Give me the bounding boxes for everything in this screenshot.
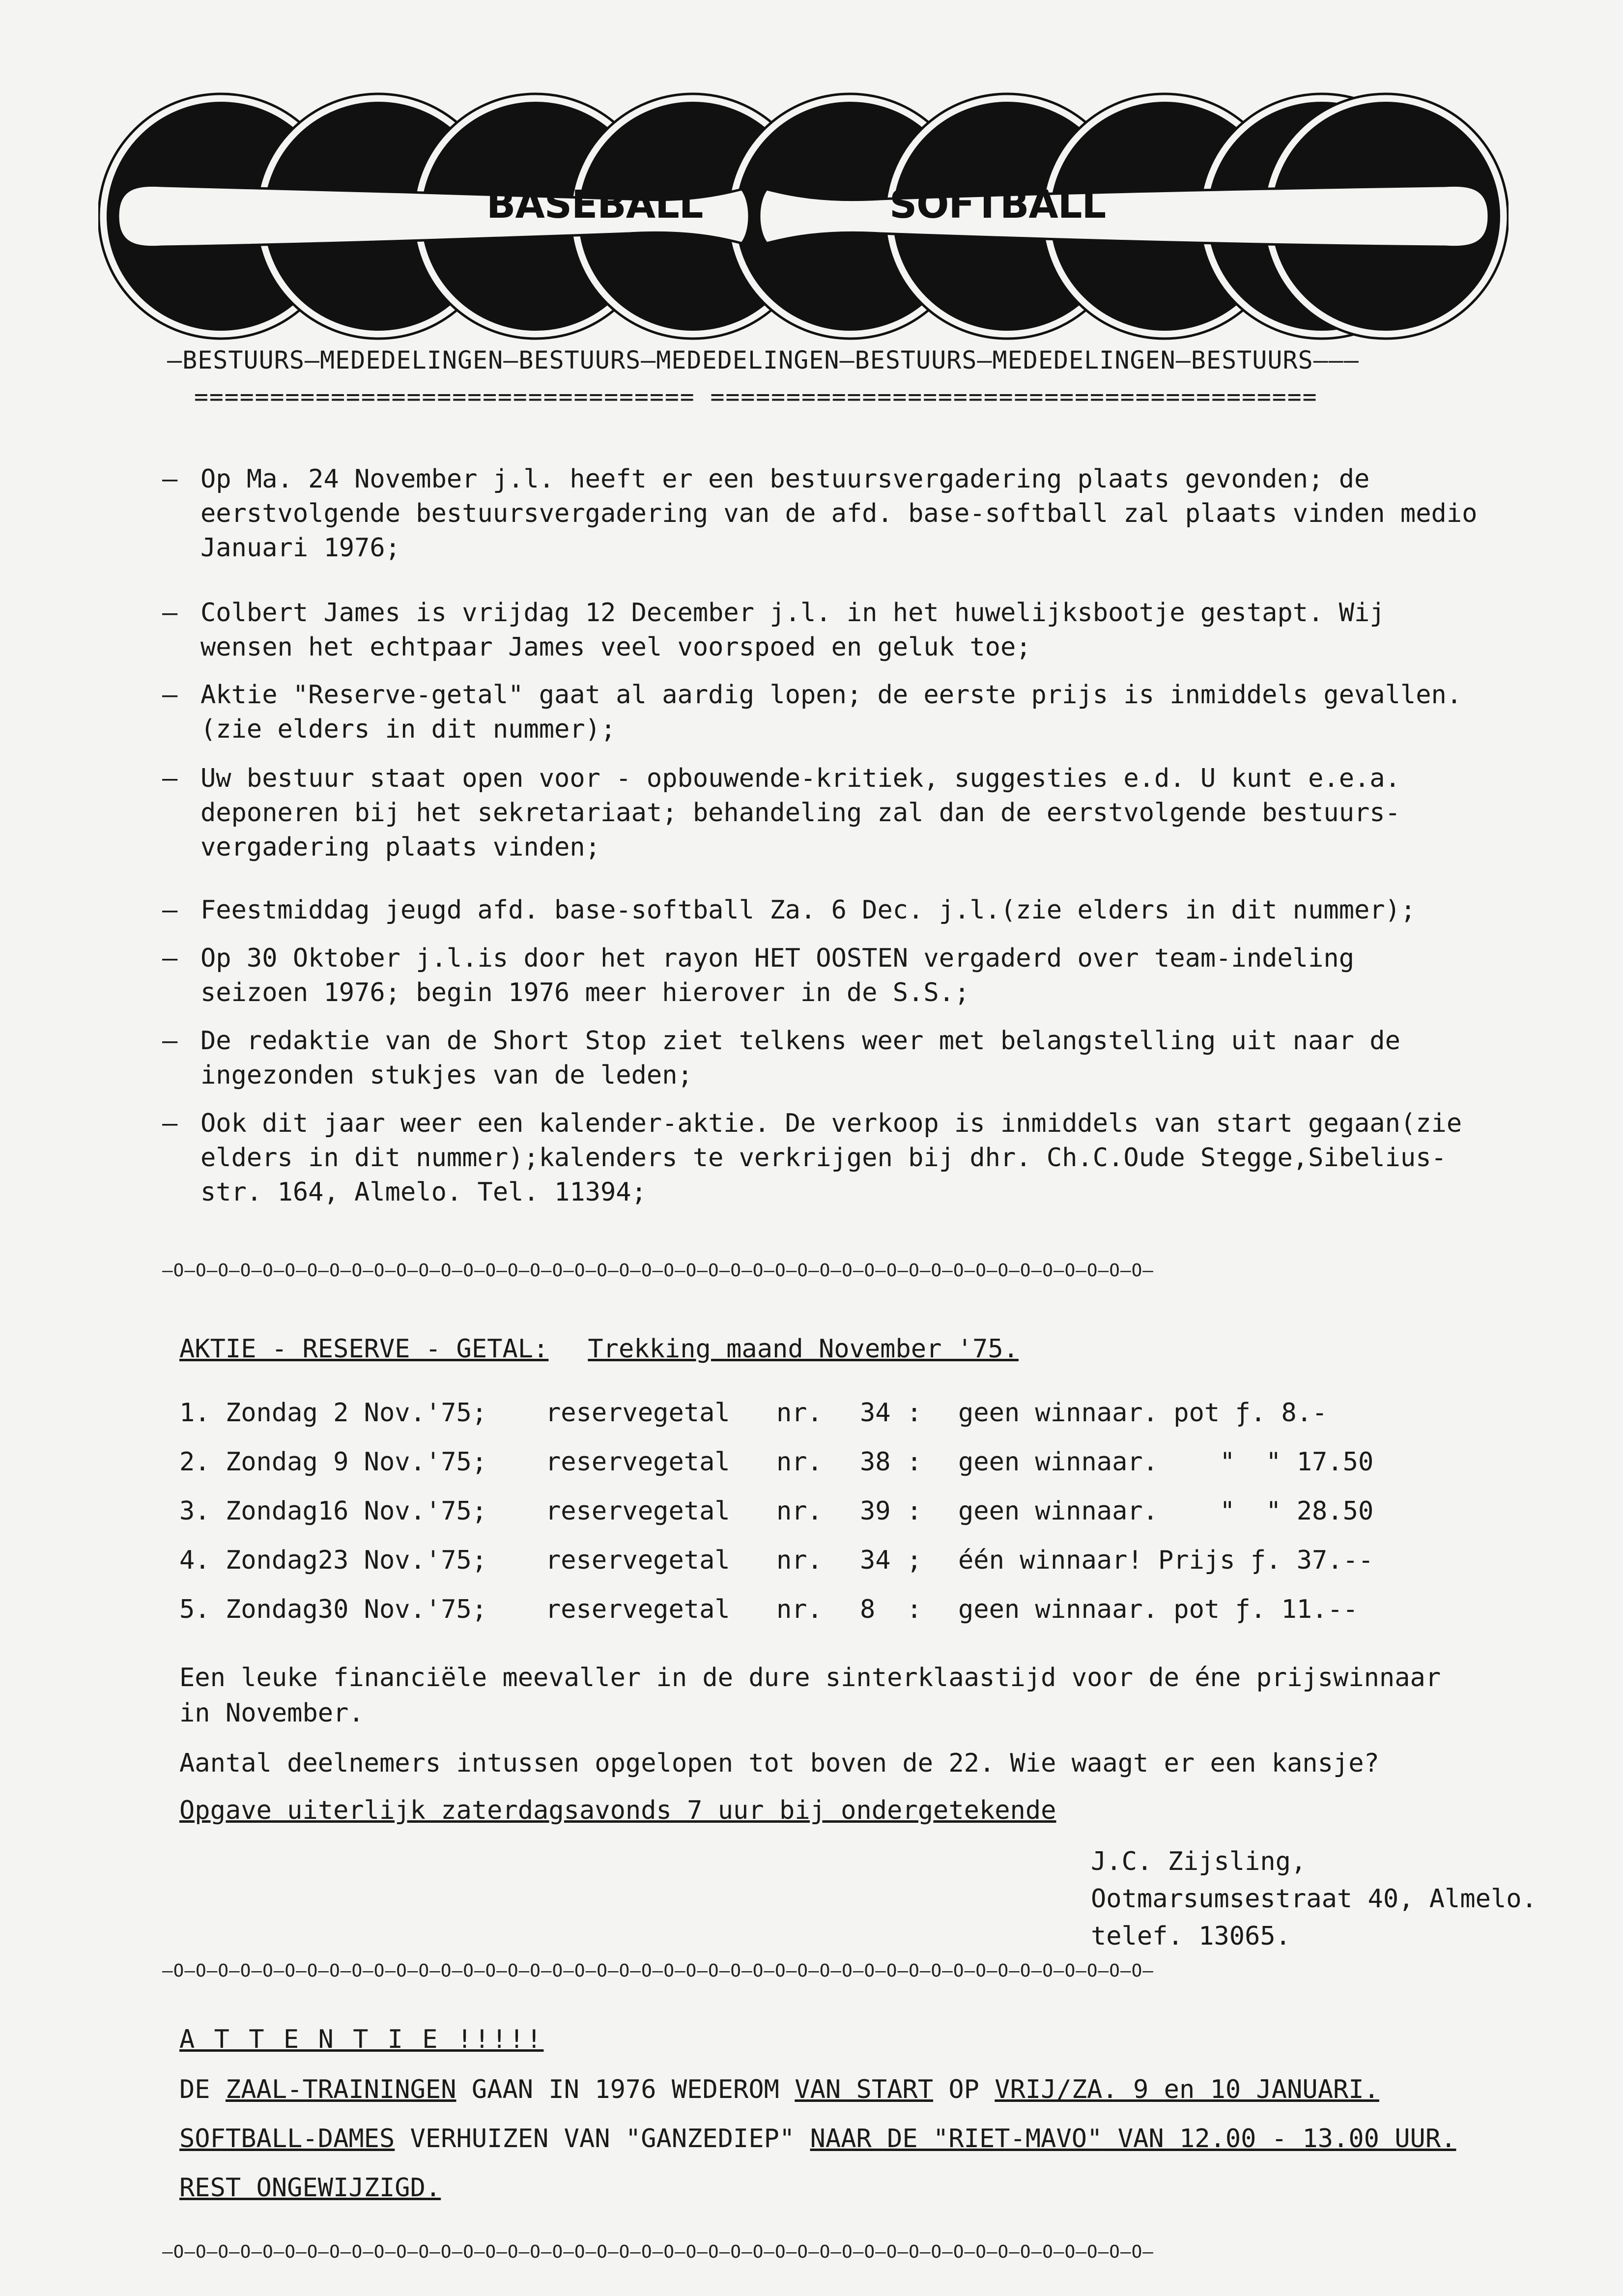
draw-date: 3. Zondag16 Nov.'75; <box>179 1496 487 1526</box>
draw-nr: nr. <box>776 1447 823 1477</box>
draw-sep: : <box>907 1595 922 1624</box>
draw-result: geen winnaar. pot ƒ. 11.-- <box>958 1595 1358 1624</box>
attentie-line-1 <box>179 2075 1379 2104</box>
line: deponeren bij het sekretariaat; behandeling zal dan de eerstvolgende bestuurs- <box>200 798 1400 828</box>
draw-date: 2. Zondag 9 Nov.'75; <box>179 1447 487 1477</box>
line: ingezonden stukjes van de leden; <box>200 1061 693 1090</box>
draw-label: reservegetal <box>545 1398 730 1428</box>
signature-address: Ootmarsumsestraat 40, Almelo. <box>1091 1884 1537 1914</box>
text: ZAAL-TRAININGEN <box>225 2075 456 2104</box>
bullet-dash: — <box>162 598 178 628</box>
draw-sep: : <box>907 1496 922 1526</box>
aktie-heading: AKTIE - RESERVE - GETAL: <box>179 1334 549 1364</box>
list-item <box>162 761 1577 864</box>
bullet-dash: — <box>162 764 178 793</box>
logo-word-softball: SOFTBALL <box>889 183 1106 227</box>
text: SOFTBALL-DAMES <box>179 2124 395 2153</box>
text: GAAN IN 1976 WEDEROM <box>456 2075 795 2104</box>
line: elders in dit nummer);kalenders te verkrijgen bij dhr. Ch.C.Oude Stegge,Sibelius- <box>200 1143 1447 1173</box>
bullet-dash: — <box>162 1109 178 1138</box>
line: vergadering plaats vinden; <box>200 832 600 862</box>
draw-result: geen winnaar. " " 28.50 <box>958 1496 1374 1526</box>
draw-sep: : <box>907 1447 922 1477</box>
line: Op Ma. 24 November j.l. heeft er een bestuursvergadering plaats gevonden; de <box>200 464 1370 494</box>
bullet-dash: — <box>162 680 178 710</box>
line: Een leuke financiële meevaller in de dure sinterklaastijd voor de éne prijswinnaar <box>179 1663 1441 1693</box>
bullet-dash: — <box>162 464 178 494</box>
list-item <box>162 1024 1577 1092</box>
text: VAN 12.00 - 13.00 UUR. <box>1102 2124 1456 2153</box>
text: DE <box>179 2075 226 2104</box>
separator-line: —O—O—O—O—O—O—O—O—O—O—O—O—O—O—O—O—O—O—O—O—O—O—O—O—O—O—O—O—O—O—O—O—O—O—O—O—O—O—O—O—O—O—O—O— <box>162 1961 1582 1981</box>
draw-result: één winnaar! Prijs ƒ. 37.-- <box>958 1546 1374 1575</box>
text: VRIJ/ZA. 9 en 10 JANUARI. <box>995 2075 1379 2104</box>
draw-number: 39 <box>860 1496 891 1526</box>
list-item <box>162 596 1577 664</box>
draw-label: reservegetal <box>545 1447 730 1477</box>
signature-name: J.C. Zijsling, <box>1091 1847 1307 1876</box>
line: in November. <box>179 1698 364 1728</box>
line: str. 164, Almelo. Tel. 11394; <box>200 1177 647 1207</box>
list-item <box>162 941 1577 1010</box>
line: (zie elders in dit nummer); <box>200 715 616 744</box>
signature-phone: telef. 13065. <box>1091 1922 1291 1951</box>
line: seizoen 1976; begin 1976 meer hierover in de S.S.; <box>200 978 970 1007</box>
draw-date: 4. Zondag23 Nov.'75; <box>179 1546 487 1575</box>
draw-nr: nr. <box>776 1595 823 1624</box>
text: VERHUIZEN VAN "GANZEDIEP" <box>395 2124 810 2153</box>
bullet-dash: — <box>162 944 178 973</box>
separator-line: —O—O—O—O—O—O—O—O—O—O—O—O—O—O—O—O—O—O—O—O—O—O—O—O—O—O—O—O—O—O—O—O—O—O—O—O—O—O—O—O—O—O—O—O— <box>162 1261 1582 1281</box>
draw-nr: nr. <box>776 1496 823 1526</box>
line: Ook dit jaar weer een kalender-aktie. De verkoop is inmiddels van start gegaan(zie <box>200 1109 1462 1138</box>
attentie-title: A T T E N T I E !!!!! <box>179 2025 544 2054</box>
aktie-text-1 <box>179 1660 1575 1731</box>
attentie-line-3: REST ONGEWIJZIGD. <box>179 2173 441 2203</box>
baseball-softball-logo <box>98 88 1509 344</box>
draw-number: 34 <box>860 1546 891 1575</box>
aktie-text-2: Aantal deelnemers intussen opgelopen tot boven de 22. Wie waagt er een kansje? <box>179 1749 1379 1778</box>
bullet-dash: — <box>162 1026 178 1056</box>
line: Aktie "Reserve-getal" gaat al aardig lopen; de eerste prijs is inmiddels gevallen. <box>200 680 1462 710</box>
announcements-list <box>162 462 1577 1209</box>
draw-result: geen winnaar. " " 17.50 <box>958 1447 1374 1477</box>
draw-nr: nr. <box>776 1546 823 1575</box>
draw-result: geen winnaar. pot ƒ. 8.- <box>958 1398 1328 1428</box>
line: Uw bestuur staat open voor - opbouwende-kritiek, suggesties e.d. U kunt e.e.a. <box>200 764 1400 793</box>
line: Colbert James is vrijdag 12 December j.l. in het huwelijksbootje gestapt. Wij <box>200 598 1385 628</box>
draw-sep: ; <box>907 1546 922 1575</box>
line: Op 30 Oktober j.l.is door het rayon HET OOSTEN vergaderd over team-indeling <box>200 944 1354 973</box>
logo-word-baseball: BASEBALL <box>486 183 703 227</box>
text: VAN START <box>795 2075 934 2104</box>
draw-label: reservegetal <box>545 1546 730 1575</box>
text: OP <box>933 2075 995 2104</box>
line: eerstvolgende bestuursvergadering van de afd. base-softball zal plaats vinden medio <box>200 499 1478 528</box>
draw-number: 34 <box>860 1398 891 1428</box>
line: Januari 1976; <box>200 533 400 563</box>
draw-nr: nr. <box>776 1398 823 1428</box>
banner-bestuurs-mededelingen: —BESTUURS—MEDEDELINGEN—BESTUURS—MEDEDELINGEN—BESTUURS—MEDEDELINGEN—BESTUURS——— <box>167 346 1359 374</box>
attentie-line-2 <box>179 2124 1456 2153</box>
list-item <box>162 1106 1577 1209</box>
line: Feestmiddag jeugd afd. base-softball Za. 6 Dec. j.l.(zie elders in dit nummer); <box>200 895 1416 925</box>
aktie-heading-row <box>179 1334 1019 1364</box>
line: wensen het echtpaar James veel voorspoed en geluk toe; <box>200 632 1031 662</box>
bullet-dash: — <box>162 895 178 925</box>
draw-sep: : <box>907 1398 922 1428</box>
aktie-subheading: Trekking maand November '75. <box>588 1334 1019 1364</box>
draw-label: reservegetal <box>545 1496 730 1526</box>
list-item <box>162 462 1577 565</box>
draw-label: reservegetal <box>545 1595 730 1624</box>
draw-number: 8 <box>860 1595 876 1624</box>
list-item <box>162 893 1577 927</box>
double-rule: ================================= ======================================== <box>194 383 1318 411</box>
draw-date: 5. Zondag30 Nov.'75; <box>179 1595 487 1624</box>
list-item <box>162 678 1577 746</box>
draw-number: 38 <box>860 1447 891 1477</box>
draw-date: 1. Zondag 2 Nov.'75; <box>179 1398 487 1428</box>
text: NAAR DE "RIET-MAVO" <box>810 2124 1103 2153</box>
aktie-text-3: Opgave uiterlijk zaterdagsavonds 7 uur bij ondergetekende <box>179 1796 1056 1825</box>
signature-block <box>1091 1843 1537 1955</box>
line: De redaktie van de Short Stop ziet telkens weer met belangstelling uit naar de <box>200 1026 1400 1056</box>
separator-line: —O—O—O—O—O—O—O—O—O—O—O—O—O—O—O—O—O—O—O—O—O—O—O—O—O—O—O—O—O—O—O—O—O—O—O—O—O—O—O—O—O—O—O—O— <box>162 2242 1582 2262</box>
